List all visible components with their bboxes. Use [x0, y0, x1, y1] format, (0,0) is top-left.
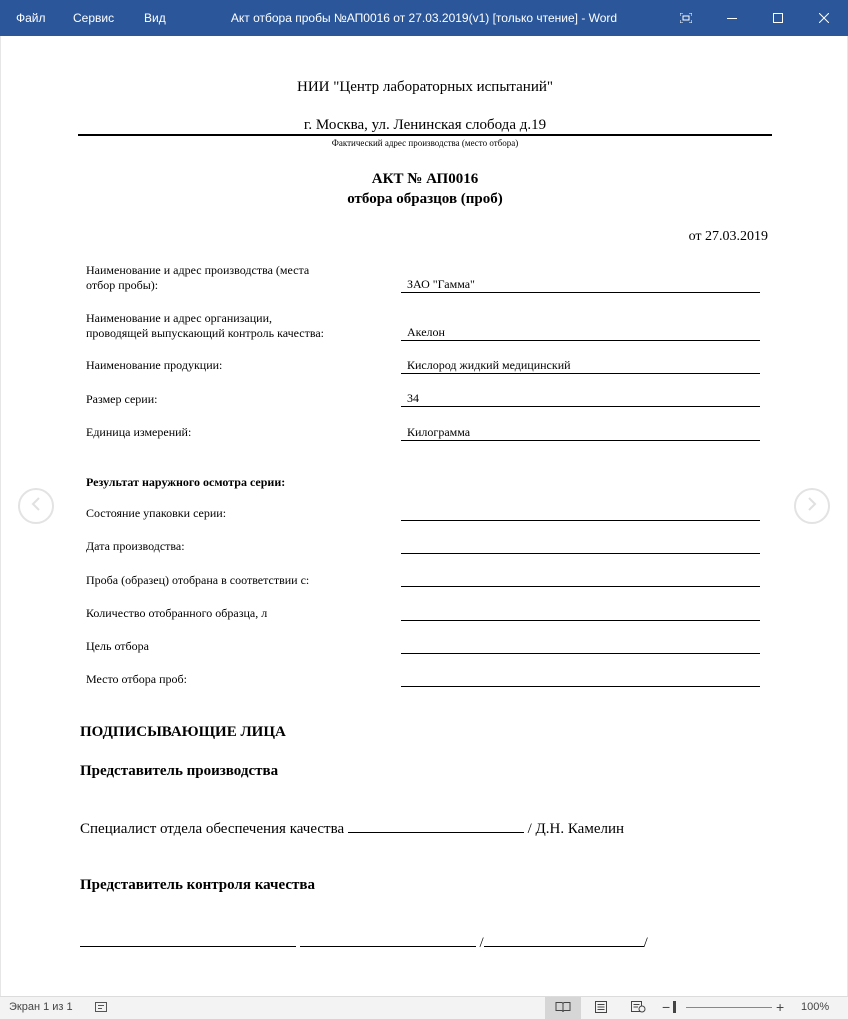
field-label-line: отбор пробы):	[86, 278, 159, 292]
address-note: Фактический адрес производства (место отбора)	[331, 138, 519, 148]
field-value-unit: Килограмма	[401, 423, 760, 441]
position-blank	[80, 933, 296, 947]
maximize-icon	[773, 13, 783, 23]
zoom-slider-thumb[interactable]	[673, 1001, 676, 1013]
field-label-production-address	[86, 263, 309, 293]
word-count-button[interactable]	[94, 1000, 108, 1017]
book-icon	[555, 1001, 571, 1016]
menu-service[interactable]: Сервис	[73, 11, 115, 25]
proofing-icon	[94, 1005, 108, 1017]
signature-blank	[348, 819, 524, 833]
act-title: АКТ № АП0016	[371, 171, 479, 187]
print-layout-button[interactable]	[583, 997, 619, 1019]
act-subtitle: отбора образцов (проб)	[347, 191, 503, 207]
production-rep-heading: Представитель производства	[80, 763, 279, 779]
web-layout-icon	[630, 1001, 646, 1016]
inspection-heading: Результат наружного осмотра серии:	[86, 475, 286, 489]
zoom-out-button[interactable]: −	[662, 999, 671, 1015]
field-label-line: проводящей выпускающий контроль качества:	[86, 326, 325, 340]
inspection-value-production-date	[401, 536, 760, 554]
inspection-label-sample-quantity: Количество отобранного образца, л	[86, 606, 268, 620]
production-rep-signature-line	[80, 819, 624, 838]
close-icon	[819, 13, 829, 23]
inspection-label-packaging: Состояние упаковки серии:	[86, 506, 227, 520]
chevron-right-icon	[806, 497, 818, 516]
web-layout-button[interactable]	[620, 997, 656, 1019]
menu-file[interactable]: Файл	[16, 11, 46, 25]
zoom-slider-track[interactable]	[686, 1007, 772, 1008]
field-label-line: Наименование и адрес производства (места	[86, 263, 310, 277]
qc-rep-signature-line	[80, 933, 648, 952]
read-mode-button[interactable]	[545, 997, 581, 1019]
status-bar	[0, 996, 848, 1019]
document-page	[0, 36, 848, 996]
maximize-button[interactable]	[755, 0, 801, 36]
signers-heading: ПОДПИСЫВАЮЩИЕ ЛИЦА	[80, 724, 286, 740]
screen-counter: Экран 1 из 1	[9, 1001, 73, 1013]
inspection-label-production-date: Дата производства:	[86, 539, 185, 553]
inspection-value-sampling-standard	[401, 569, 760, 587]
name-blank	[484, 933, 644, 947]
inspection-label-purpose: Цель отбора	[86, 639, 149, 653]
close-button[interactable]	[801, 0, 847, 36]
previous-page-button[interactable]	[18, 488, 54, 524]
chevron-left-icon	[30, 497, 42, 516]
inspection-label-sampling-place: Место отбора проб:	[86, 672, 187, 686]
inspection-value-purpose	[401, 636, 760, 654]
organization-address: г. Москва, ул. Ленинская слобода д.19	[303, 117, 547, 133]
next-page-button[interactable]	[794, 488, 830, 524]
field-label-product: Наименование продукции:	[86, 358, 223, 372]
organization-name: НИИ "Центр лабораторных испытаний"	[296, 79, 554, 95]
page-icon	[594, 1001, 608, 1016]
qc-rep-heading: Представитель контроля качества	[80, 877, 315, 893]
act-date: от 27.03.2019	[688, 229, 768, 244]
field-label-qc-organization	[86, 311, 324, 341]
focus-mode-icon	[680, 13, 692, 23]
field-value-qc-organization: Акелон	[401, 323, 760, 341]
inspection-label-sampling-standard: Проба (образец) отобрана в соответствии с:	[86, 573, 310, 587]
inspection-value-packaging	[401, 503, 760, 521]
window-title: Акт отбора пробы №АП0016 от 27.03.2019(v1) [только чтение] - Word	[230, 11, 618, 25]
inspection-value-sample-quantity	[401, 603, 760, 621]
field-label-line: Наименование и адрес организации,	[86, 311, 272, 325]
production-rep-name: / Д.Н. Камелин	[527, 821, 625, 837]
field-value-product: Кислород жидкий медицинский	[401, 356, 760, 374]
menu-view[interactable]: Вид	[144, 11, 166, 25]
qc-separator: /	[479, 935, 484, 951]
minimize-button[interactable]	[709, 0, 755, 36]
field-value-batch-size: 34	[401, 389, 760, 407]
title-bar	[0, 0, 848, 36]
field-value-production-address: ЗАО "Гамма"	[401, 275, 760, 293]
production-rep-position: Специалист отдела обеспечения качества	[80, 821, 345, 837]
signature-blank	[300, 933, 476, 947]
field-label-batch-size: Размер серии:	[86, 392, 158, 406]
header-divider	[78, 134, 772, 136]
minimize-icon	[727, 13, 737, 23]
zoom-in-button[interactable]: +	[776, 999, 785, 1015]
focus-mode-button[interactable]	[663, 0, 709, 36]
qc-end: /	[643, 935, 648, 951]
inspection-value-sampling-place	[401, 669, 760, 687]
field-label-unit: Единица измерений:	[86, 425, 192, 439]
zoom-level[interactable]: 100%	[801, 1001, 830, 1013]
